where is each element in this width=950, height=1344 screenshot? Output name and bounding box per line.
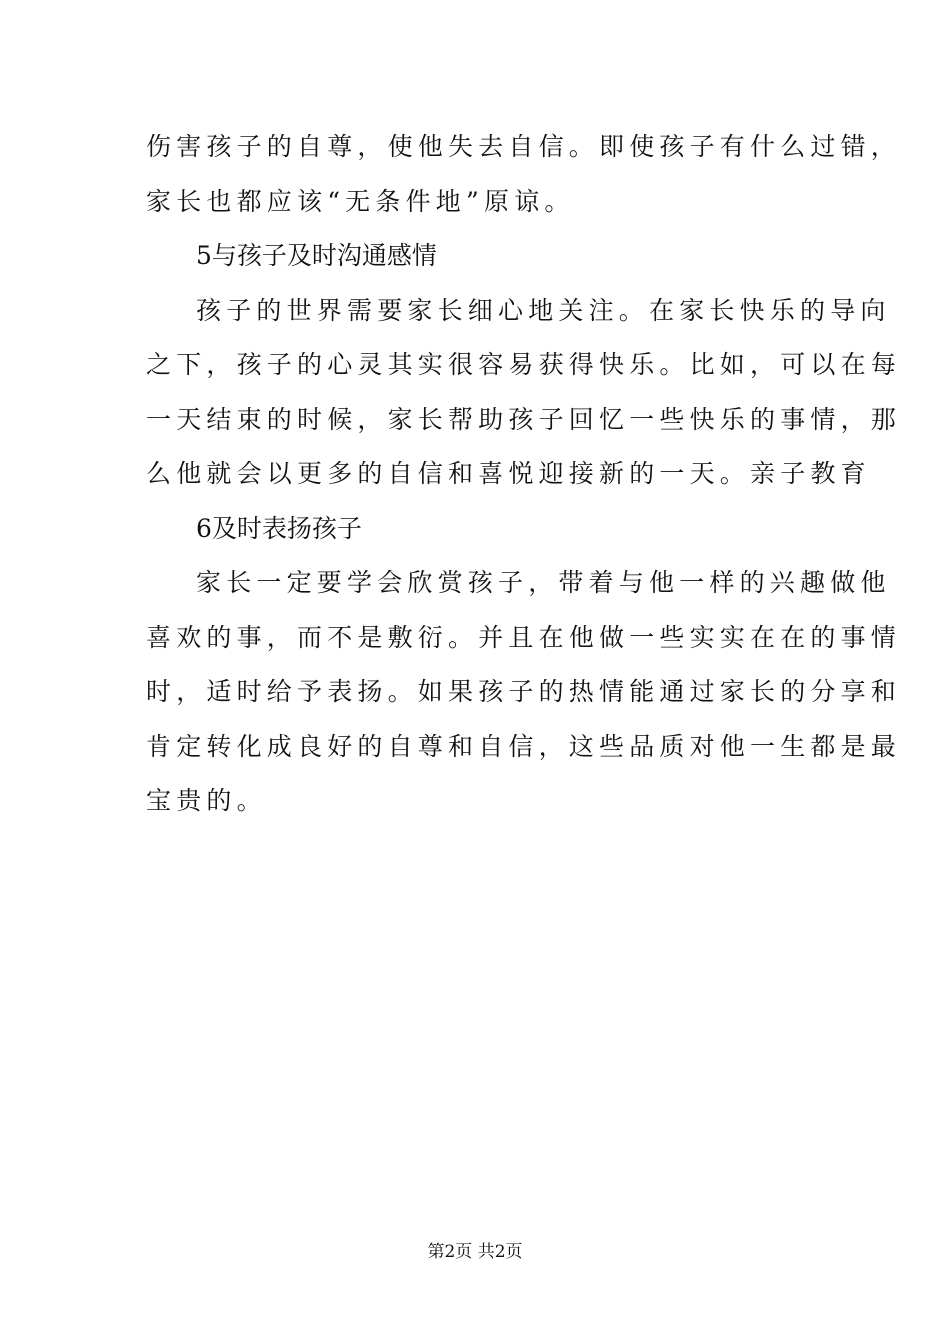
page-number: 第2页 共2页 bbox=[427, 1242, 523, 1262]
paragraph-line: 孩子的世界需要家长细心地关注。在家长快乐的导向 bbox=[196, 295, 891, 325]
paragraph-line: 喜欢的事，而不是敷衍。并且在他做一些实实在在的事情 bbox=[146, 622, 902, 652]
paragraph-line: 家长一定要学会欣赏孩子，带着与他一样的兴趣做他 bbox=[196, 568, 891, 597]
paragraph-line: 家长也都应该“无条件地”原谅。 bbox=[146, 186, 575, 216]
paragraph-line: 伤害孩子的自尊，使他失去自信。即使孩子有什么过错， bbox=[146, 132, 902, 161]
section-heading-6: 6及时表扬孩子 bbox=[196, 513, 362, 543]
paragraph-line: 肯定转化成良好的自尊和自信，这些品质对他一生都是最 bbox=[146, 731, 902, 761]
paragraph-line: 么他就会以更多的自信和喜悦迎接新的一天。亲子教育 bbox=[146, 459, 871, 488]
page-footer bbox=[0, 1240, 950, 1264]
paragraph-line: 一天结束的时候，家长帮助孩子回忆一些快乐的事情，那 bbox=[146, 404, 902, 434]
paragraph-line: 宝贵的。 bbox=[146, 786, 267, 815]
paragraph-line: 时，适时给予表扬。如果孩子的热情能通过家长的分享和 bbox=[146, 677, 902, 706]
section-heading-5: 5与孩子及时沟通感情 bbox=[196, 241, 437, 270]
document-body bbox=[146, 120, 902, 829]
paragraph-line: 之下，孩子的心灵其实很容易获得快乐。比如，可以在每 bbox=[146, 350, 902, 379]
